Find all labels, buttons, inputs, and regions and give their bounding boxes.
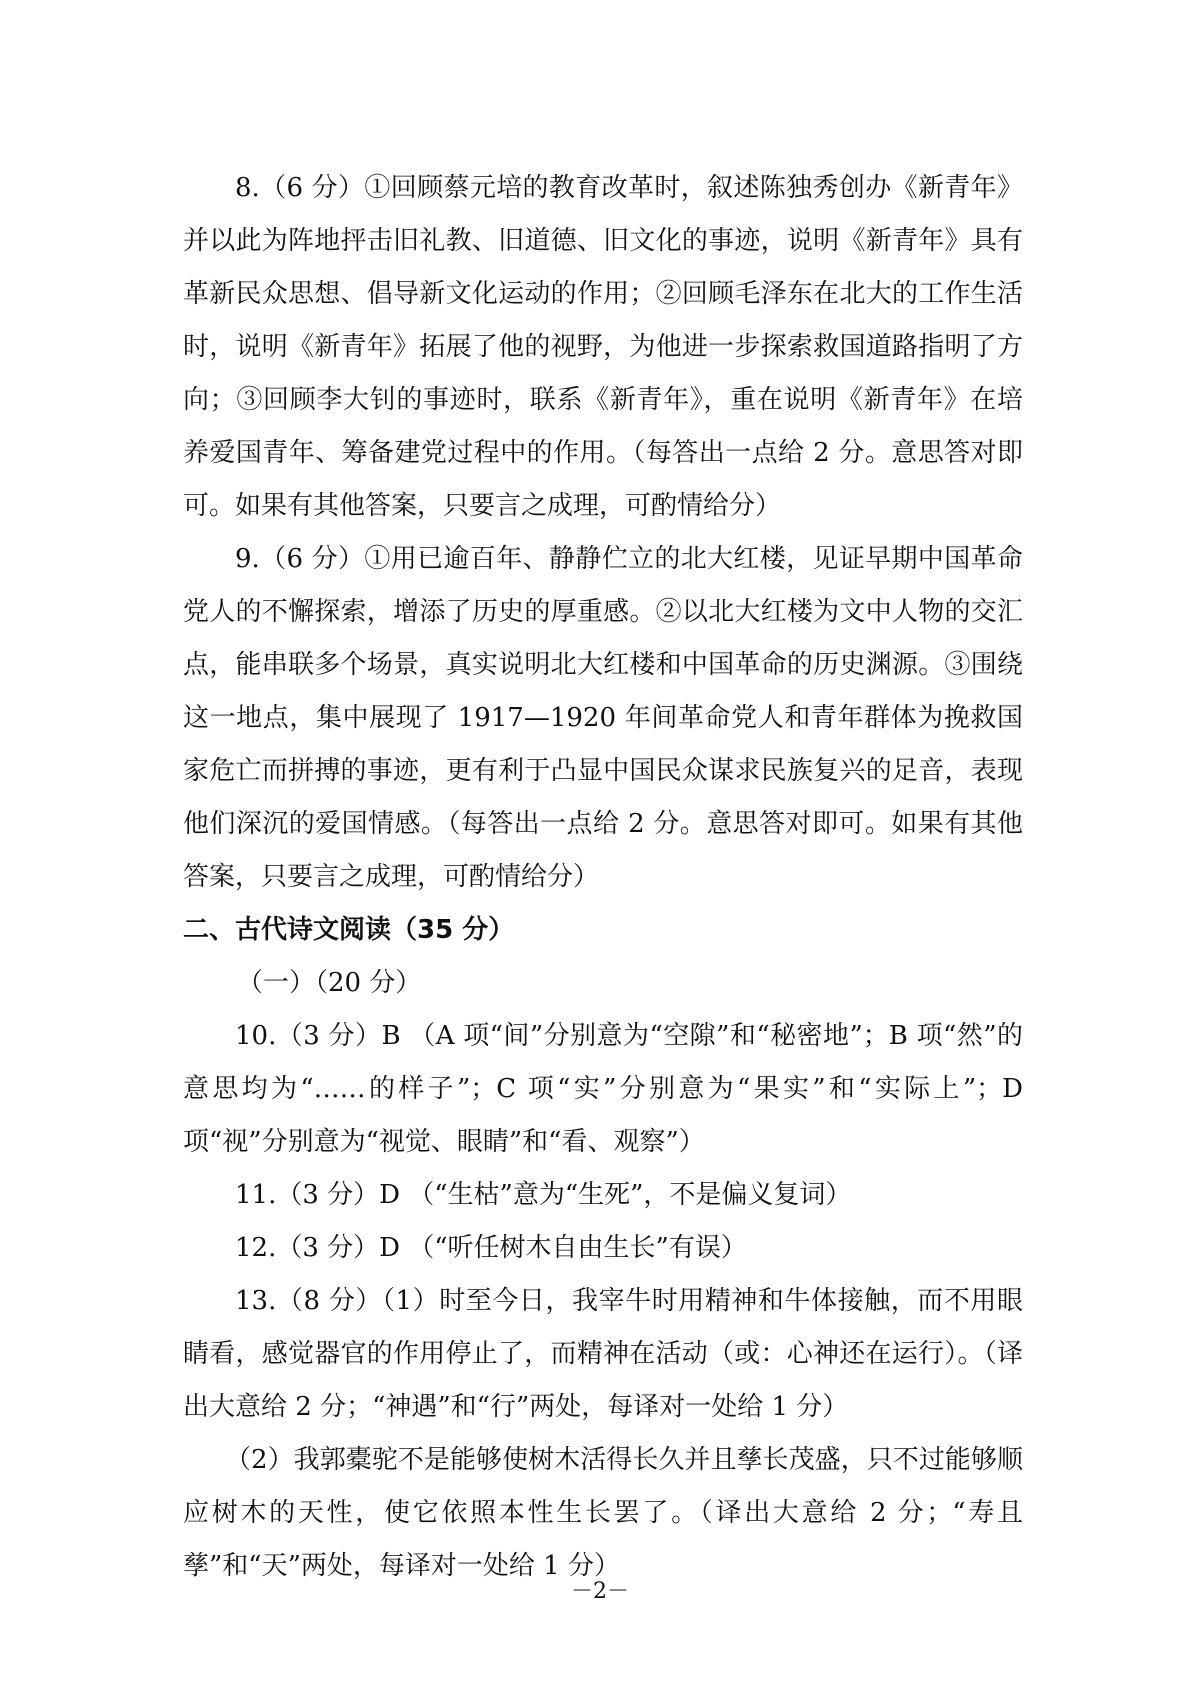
answer-10-paragraph: 10.（3 分）B （A 项“间”分别意为“空隙”和“秘密地”；B 项“然”的意思均为“……的样子”；C 项“实”分别意为“果实”和“实际上”；D 项“视”分别意为“视觉、眼睛”和“看、观察”） [183,1021,1023,1157]
answer-12-paragraph: 12.（3 分）D （“听任树木自由生长”有误） [235,1233,747,1263]
page-number: －2－ [571,1579,629,1604]
answer-9-paragraph: 9.（6 分）①用已逾百年、静静伫立的北大红楼，见证早期中国革命党人的不懈探索，增添了历史的厚重感。②以北大红楼为文中人物的交汇点，能串联多个场景，真实说明北大红楼和中国革命的历史渊源。③围绕这一地点，集中展现了 1917—1920 年间革命党人和青年群体为挽救国家危亡而拼搏的事迹，更有利于凸显中国民众谋求民族复兴的足音，表现他们深沉的爱国情感。（每答出一点给 2 分。意思答对即可。如果有其他答案，只要言之成理，可酌情给分） [183,544,1023,892]
subsection-heading-1: （一）（20 分） [237,968,422,998]
answer-13-2-paragraph: （2）我郭橐驼不是能够使树木活得长久并且孳长茂盛，只不过能够顺应树木的天性，使它依照本性生长罢了。（译出大意给 2 分；“寿且孳”和“天”两处，每译对一处给 1 分） [183,1445,1023,1581]
answer-page-body [183,162,1023,1593]
answer-13-1-paragraph: 13.（8 分）（1）时至今日，我宰牛时用精神和牛体接触，而不用眼睛看，感觉器官的作用停止了，而精神在活动（或：心神还在运行）。（译出大意给 2 分；“神遇”和“行”两处，每译对一处给 1 分） [183,1286,1023,1422]
answer-8-paragraph: 8.（6 分）①回顾蔡元培的教育改革时，叙述陈独秀创办《新青年》并以此为阵地抨击旧礼教、旧道德、旧文化的事迹，说明《新青年》具有革新民众思想、倡导新文化运动的作用；②回顾毛泽东在北大的工作生活时，说明《新青年》拓展了他的视野，为他进一步探索救国道路指明了方向；③回顾李大钊的事迹时，联系《新青年》，重在说明《新青年》在培养爱国青年、筹备建党过程中的作用。（每答出一点给 2 分。意思答对即可。如果有其他答案，只要言之成理，可酌情给分） [183,173,1023,521]
answer-11-paragraph: 11.（3 分）D （“生枯”意为“生死”，不是偏义复词） [235,1180,852,1210]
section-heading-classical-reading: 二、古代诗文阅读（35 分） [183,915,515,945]
